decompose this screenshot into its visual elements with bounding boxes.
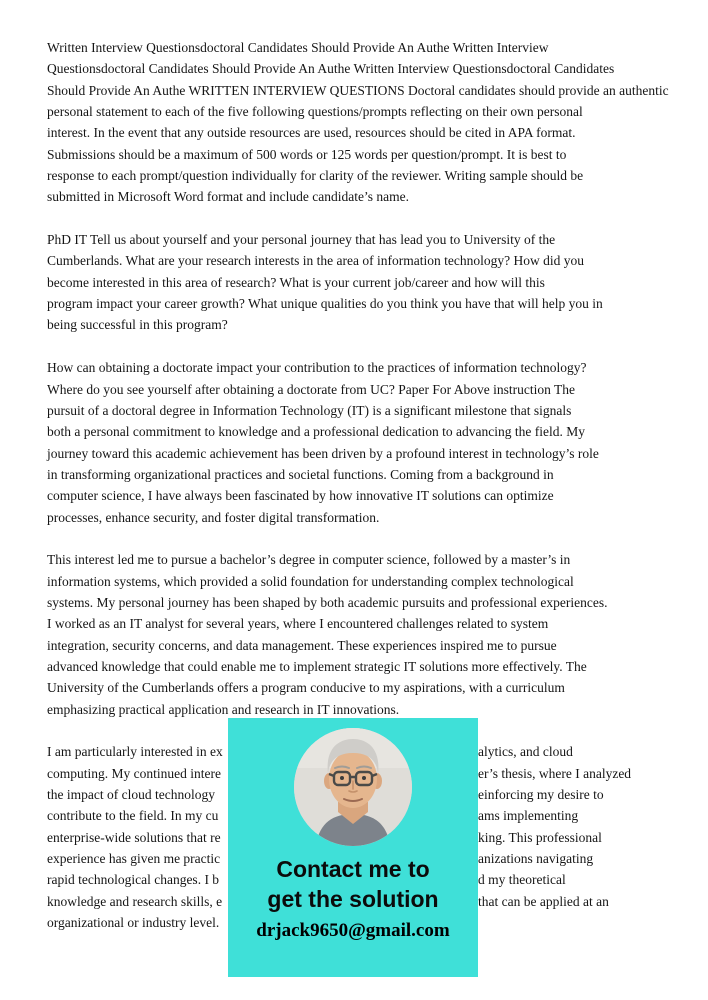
text-line: information systems, which provided a solid foundation for understanding complex technological (47, 573, 574, 589)
text-line: University of the Cumberlands offers a program conducive to my aspirations, with a curriculum (47, 680, 565, 696)
paragraph-1 (47, 37, 698, 208)
text-fragment-left: knowledge and research skills, e (47, 893, 223, 909)
paragraph-3 (47, 357, 698, 528)
text-fragment-left: I am particularly interested in ex (47, 744, 223, 760)
text-fragment-right: anizations navigating (478, 851, 594, 867)
text-line: both a personal commitment to knowledge and a professional dedication to advancing the field. My (47, 424, 585, 440)
text-line: response to each prompt/question individually for clarity of the reviewer. Writing sample should be (47, 168, 584, 184)
text-line: integration, security concerns, and data management. These experiences inspired me to pursue (47, 637, 557, 653)
text-line: emphasizing practical application and research in IT innovations. (47, 701, 400, 717)
text-line: computer science, I have always been fascinated by how innovative IT solutions can optimize (47, 488, 554, 504)
paragraph-4 (47, 549, 698, 720)
text-line: submitted in Microsoft Word format and include candidate’s name. (47, 189, 409, 205)
contact-email: drjack9650@gmail.com (256, 920, 450, 941)
text-fragment-left: organizational or industry level. (47, 915, 220, 931)
text-line: in transforming organizational practices and societal functions. Coming from a background in (47, 466, 554, 482)
text-line: personal statement to each of the five following questions/prompts reflecting on their own personal (47, 104, 583, 120)
text-fragment-right: alytics, and cloud (478, 744, 573, 760)
text-line: program impact your career growth? What unique qualities do you think you have that will help you in (47, 296, 603, 312)
text-line: Where do you see yourself after obtaining a doctorate from UC? Paper For Above instruction The (47, 381, 575, 397)
text-line: interest. In the event that any outside resources are used, resources should be cited in APA format. (47, 125, 576, 141)
text-line: systems. My personal journey has been shaped by both academic pursuits and professional experiences. (47, 594, 608, 610)
text-line: journey toward this academic achievement has been driven by a profound interest in technology’s role (47, 445, 599, 461)
text-line: pursuit of a doctoral degree in Information Technology (IT) is a significant milestone that signals (47, 402, 572, 418)
contact-overlay (228, 718, 478, 977)
text-line: Written Interview Questionsdoctoral Candidates Should Provide An Authe Written Interview (47, 40, 549, 55)
contact-text-line1: Contact me to (276, 856, 430, 882)
text-line: Questionsdoctoral Candidates Should Provide An Authe Written Interview Questionsdoctoral Candidates (47, 61, 615, 77)
text-fragment-left: enterprise-wide solutions that re (47, 829, 221, 845)
text-line: Submissions should be a maximum of 500 words or 125 words per question/prompt. It is best to (47, 146, 567, 162)
text-line: advanced knowledge that could enable me to implement strategic IT solutions more effectively. The (47, 658, 587, 674)
text-line: PhD IT Tell us about yourself and your personal journey that has lead you to University of the (47, 232, 556, 248)
contact-text-line2: get the solution (267, 886, 439, 912)
elderly-man-photo-icon (294, 728, 412, 846)
text-line: Cumberlands. What are your research interests in the area of information technology? How did you (47, 253, 584, 269)
text-fragment-left: computing. My continued intere (47, 765, 221, 781)
text-fragment-right: that can be applied at an (478, 893, 609, 909)
text-fragment-right: einforcing my desire to (478, 787, 604, 803)
text-fragment-right: ams implementing (478, 808, 579, 824)
text-fragment-left: contribute to the field. In my cu (47, 808, 219, 824)
text-fragment-right: er’s thesis, where I analyzed (478, 765, 632, 781)
text-line: How can obtaining a doctorate impact your contribution to the practices of information technology? (47, 360, 587, 376)
paragraph-2 (47, 229, 698, 336)
text-line: I worked as an IT analyst for several years, where I encountered challenges related to system (47, 616, 549, 632)
text-fragment-right: d my theoretical (478, 872, 566, 888)
avatar (294, 728, 412, 846)
text-line: This interest led me to pursue a bachelor’s degree in computer science, followed by a master’s in (47, 552, 571, 568)
text-line: become interested in this area of research? What is your current job/career and how will this (47, 274, 545, 290)
text-fragment-left: the impact of cloud technology (47, 787, 215, 803)
text-line: processes, enhance security, and foster digital transformation. (47, 509, 380, 525)
text-fragment-left: rapid technological changes. I b (47, 872, 220, 888)
text-line: Should Provide An Authe WRITTEN INTERVIEW QUESTIONS Doctoral candidates should provide an authentic (47, 82, 669, 98)
text-line: being successful in this program? (47, 317, 228, 333)
text-fragment-left: experience has given me practic (47, 851, 221, 867)
text-fragment-right: king. This professional (478, 829, 602, 845)
